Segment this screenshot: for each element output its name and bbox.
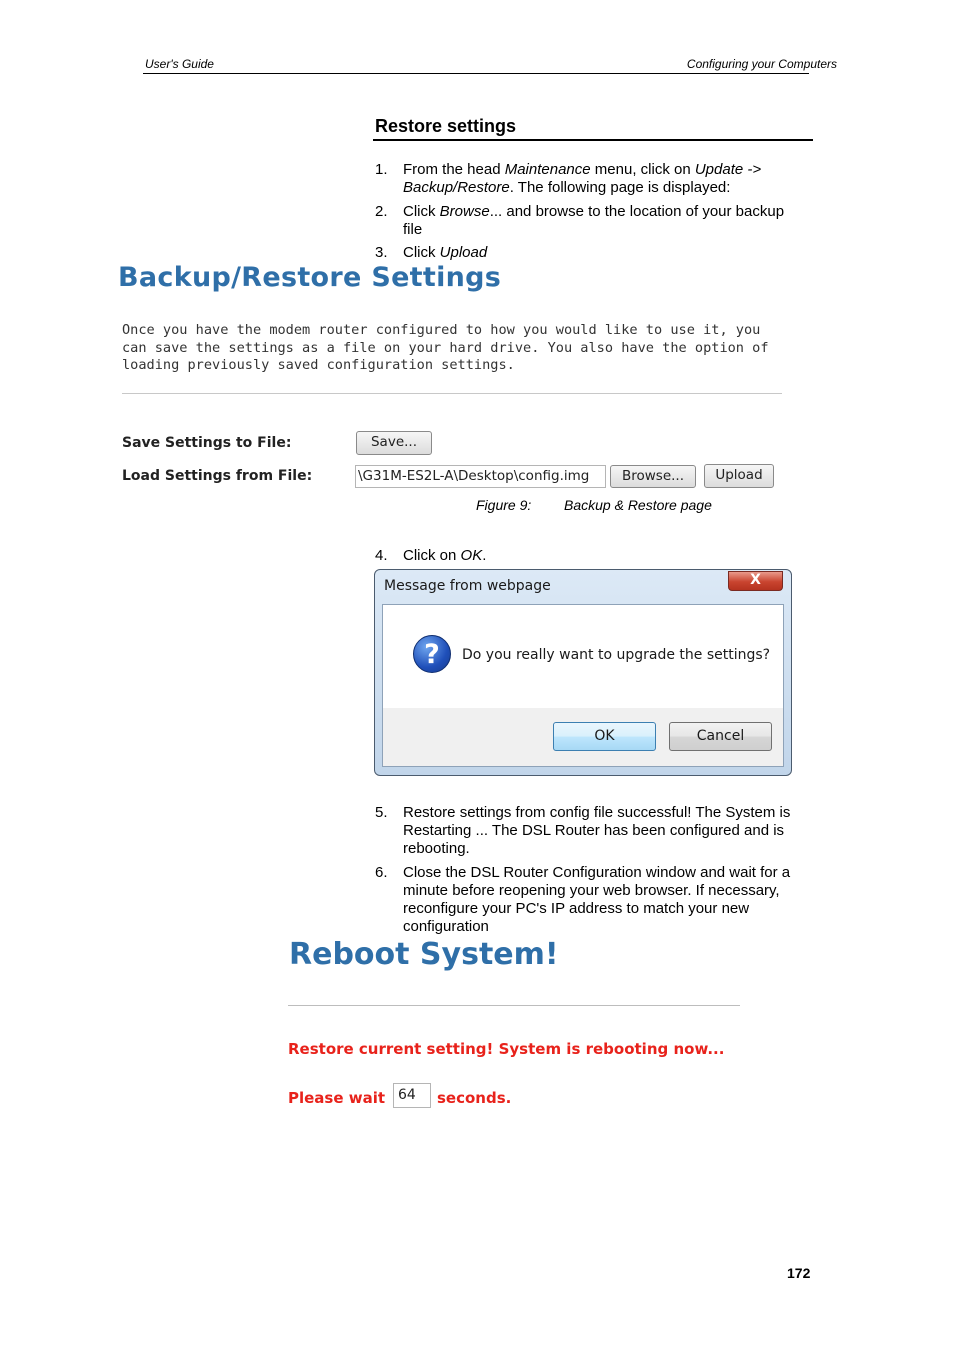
dialog-message: Do you really want to upgrade the settings? bbox=[462, 647, 771, 663]
section-title: Restore settings bbox=[375, 116, 517, 136]
header-left: User's Guide bbox=[145, 57, 214, 71]
figure-label: Figure 9: bbox=[476, 497, 532, 513]
backup-divider bbox=[122, 393, 782, 394]
ok-button[interactable]: OK bbox=[553, 722, 656, 751]
wait-suffix: seconds. bbox=[437, 1089, 512, 1107]
dialog-title: Message from webpage bbox=[384, 578, 551, 594]
upload-button[interactable]: Upload bbox=[704, 464, 774, 488]
backup-restore-title: Backup/Restore Settings bbox=[118, 262, 502, 293]
page-number: 172 bbox=[787, 1265, 811, 1281]
save-settings-label: Save Settings to File: bbox=[122, 435, 292, 451]
save-button[interactable]: Save... bbox=[356, 431, 432, 455]
config-file-input[interactable]: \G31M-ES2L-A\Desktop\config.img bbox=[355, 465, 606, 488]
cancel-button[interactable]: Cancel bbox=[669, 722, 772, 751]
load-settings-label: Load Settings from File: bbox=[122, 468, 313, 484]
reboot-title: Reboot System! bbox=[289, 937, 559, 972]
figure-caption: Backup & Restore page bbox=[564, 497, 712, 513]
backup-description: Once you have the modem router configured to how you would like to use it, you can save the settings as a file on your hard drive. You also have the option of loading previously saved configuration settings. bbox=[122, 322, 769, 373]
close-icon[interactable]: X bbox=[728, 571, 783, 591]
header-right: Configuring your Computers bbox=[686, 57, 837, 71]
reboot-divider bbox=[288, 1005, 740, 1006]
reboot-message: Restore current setting! System is rebooting now... bbox=[288, 1040, 725, 1058]
browse-button[interactable]: Browse... bbox=[610, 465, 696, 488]
section-rule bbox=[373, 139, 813, 141]
question-icon: ? bbox=[413, 635, 451, 673]
wait-seconds-field: 64 bbox=[393, 1083, 431, 1108]
header-rule bbox=[143, 73, 809, 74]
dialog-body bbox=[382, 604, 784, 767]
wait-prefix: Please wait bbox=[288, 1089, 386, 1107]
confirm-dialog bbox=[374, 569, 792, 776]
